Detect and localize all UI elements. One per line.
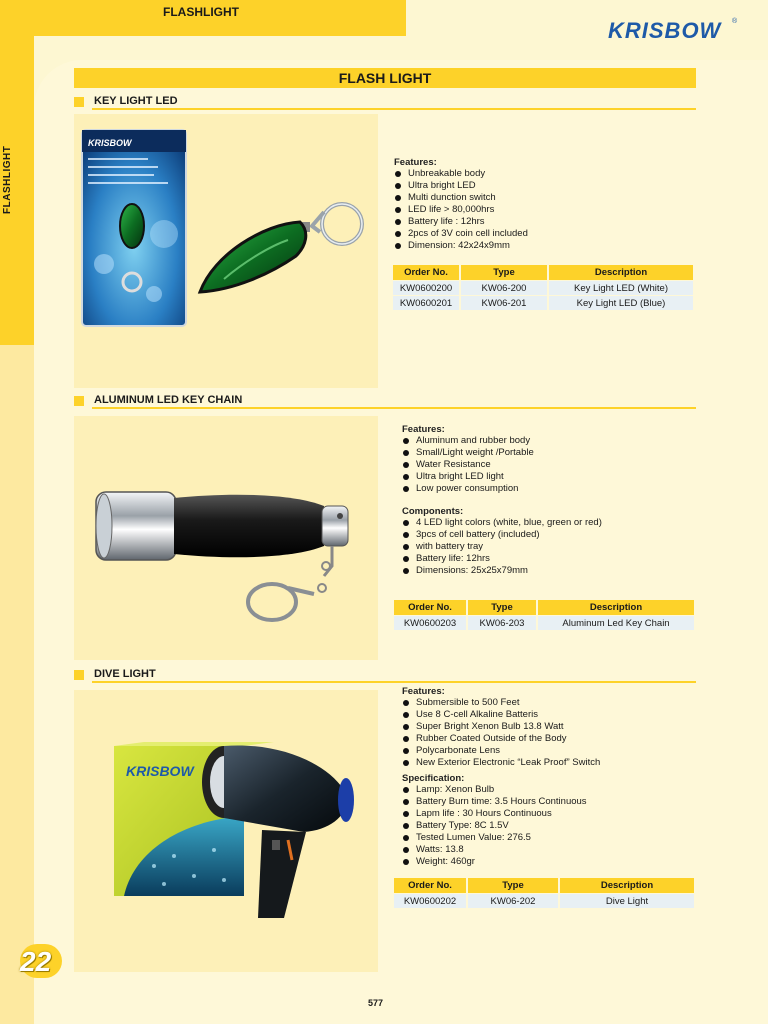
section-header-dive-light (74, 668, 696, 682)
table-row (394, 616, 695, 631)
spec-item: Weight: 460gr (402, 856, 722, 868)
category-tab-label: FLASHLIGHT (163, 5, 239, 19)
feature-item: Rubber Coated Outside of the Body (402, 733, 722, 745)
col-order-no: Order No. (394, 600, 467, 616)
feature-item: 2pcs of 3V coin cell included (394, 228, 694, 240)
specification-list (402, 784, 722, 868)
side-category-label: FLASHLIGHT (2, 145, 13, 215)
col-type: Type (467, 878, 559, 894)
section-title: KEY LIGHT LED (94, 95, 178, 107)
feature-item: Small/Light weight /Portable (402, 447, 702, 459)
dive-light-features (402, 686, 722, 868)
section-rule (92, 108, 696, 110)
key-light-features (394, 157, 694, 252)
description-cell: Dive Light (559, 894, 695, 909)
section-rule (92, 407, 696, 409)
dive-light-order-table (394, 878, 696, 908)
col-type: Type (460, 265, 548, 281)
section-header-key-light (74, 95, 696, 109)
feature-item: Low power consumption (402, 483, 702, 495)
brand-trademark: ® (732, 18, 738, 25)
feature-item: Aluminum and rubber body (402, 435, 702, 447)
svg-text:KRISBOW: KRISBOW (88, 138, 132, 148)
section-marker (74, 396, 84, 406)
col-description: Description (537, 600, 695, 616)
section-marker (74, 670, 84, 680)
feature-item: Battery life : 12hrs (394, 216, 694, 228)
description-cell: Aluminum Led Key Chain (537, 616, 695, 631)
footer-page-number: 577 (368, 998, 384, 1008)
features-list (402, 435, 702, 495)
col-order-no: Order No. (393, 265, 460, 281)
section-title: ALUMINUM LED KEY CHAIN (94, 394, 243, 406)
description-cell: Key Light LED (White) (548, 281, 694, 296)
components-title: Components: (402, 506, 464, 517)
feature-item: Dimension: 42x24x9mm (394, 240, 694, 252)
order-no-cell: KW0600200 (393, 281, 460, 296)
table-header-row (394, 878, 695, 894)
order-no-cell: KW0600202 (394, 894, 467, 909)
component-item: 4 LED light colors (white, blue, green or red) (402, 517, 702, 529)
aluminum-features (402, 424, 702, 577)
description-cell: Key Light LED (Blue) (548, 296, 694, 311)
feature-item: Ultra bright LED (394, 180, 694, 192)
feature-item: Ultra bright LED light (402, 471, 702, 483)
section-title: DIVE LIGHT (94, 668, 156, 680)
feature-item: Submersible to 500 Feet (402, 697, 722, 709)
key-light-order-table (393, 265, 695, 310)
page-title: FLASH LIGHT (74, 68, 696, 88)
section-rule (92, 681, 696, 683)
feature-item: Unbreakable body (394, 168, 694, 180)
specification-title: Specification: (402, 773, 465, 784)
features-title: Features: (394, 157, 437, 168)
col-description: Description (548, 265, 694, 281)
brand-logo: KRISBOW (608, 18, 722, 43)
table-header-row (393, 265, 694, 281)
feature-item: LED life > 80,000hrs (394, 204, 694, 216)
side-page-number: 22 (20, 946, 52, 977)
box-brand-text: KRISBOW (126, 763, 194, 779)
section-marker (74, 97, 84, 107)
table-row (393, 296, 694, 311)
spec-item: Watts: 13.8 (402, 844, 722, 856)
spec-item: Lamp: Xenon Bulb (402, 784, 722, 796)
feature-item: Polycarbonate Lens (402, 745, 722, 757)
key-light-image (74, 114, 378, 388)
spec-item: Battery Type: 8C 1.5V (402, 820, 722, 832)
dive-light-image (74, 690, 378, 972)
type-cell: KW06-203 (467, 616, 537, 631)
feature-item: Multi dunction switch (394, 192, 694, 204)
component-item: with battery tray (402, 541, 702, 553)
type-cell: KW06-202 (467, 894, 559, 909)
component-item: 3pcs of cell battery (included) (402, 529, 702, 541)
aluminum-order-table (394, 600, 696, 630)
components-list (402, 517, 702, 577)
col-description: Description (559, 878, 695, 894)
order-no-cell: KW0600201 (393, 296, 460, 311)
feature-item: New Exterior Electronic “Leak Proof” Switch (402, 757, 722, 769)
col-type: Type (467, 600, 537, 616)
type-cell: KW06-201 (460, 296, 548, 311)
spec-item: Battery Burn time: 3.5 Hours Continuous (402, 796, 722, 808)
feature-item: Super Bright Xenon Bulb 13.8 Watt (402, 721, 722, 733)
spec-item: Tested Lumen Value: 276.5 (402, 832, 722, 844)
component-item: Battery life: 12hrs (402, 553, 702, 565)
features-list (402, 697, 722, 769)
spec-item: Lapm life : 30 Hours Continuous (402, 808, 722, 820)
table-header-row (394, 600, 695, 616)
features-list (394, 168, 694, 252)
feature-item: Use 8 C-cell Alkaline Batteris (402, 709, 722, 721)
section-header-aluminum (74, 394, 696, 408)
order-no-cell: KW0600203 (394, 616, 467, 631)
feature-item: Water Resistance (402, 459, 702, 471)
aluminum-keychain-image (74, 416, 378, 660)
table-row (393, 281, 694, 296)
table-row (394, 894, 695, 909)
col-order-no: Order No. (394, 878, 467, 894)
component-item: Dimensions: 25x25x79mm (402, 565, 702, 577)
features-title: Features: (402, 424, 445, 435)
features-title: Features: (402, 686, 445, 697)
type-cell: KW06-200 (460, 281, 548, 296)
